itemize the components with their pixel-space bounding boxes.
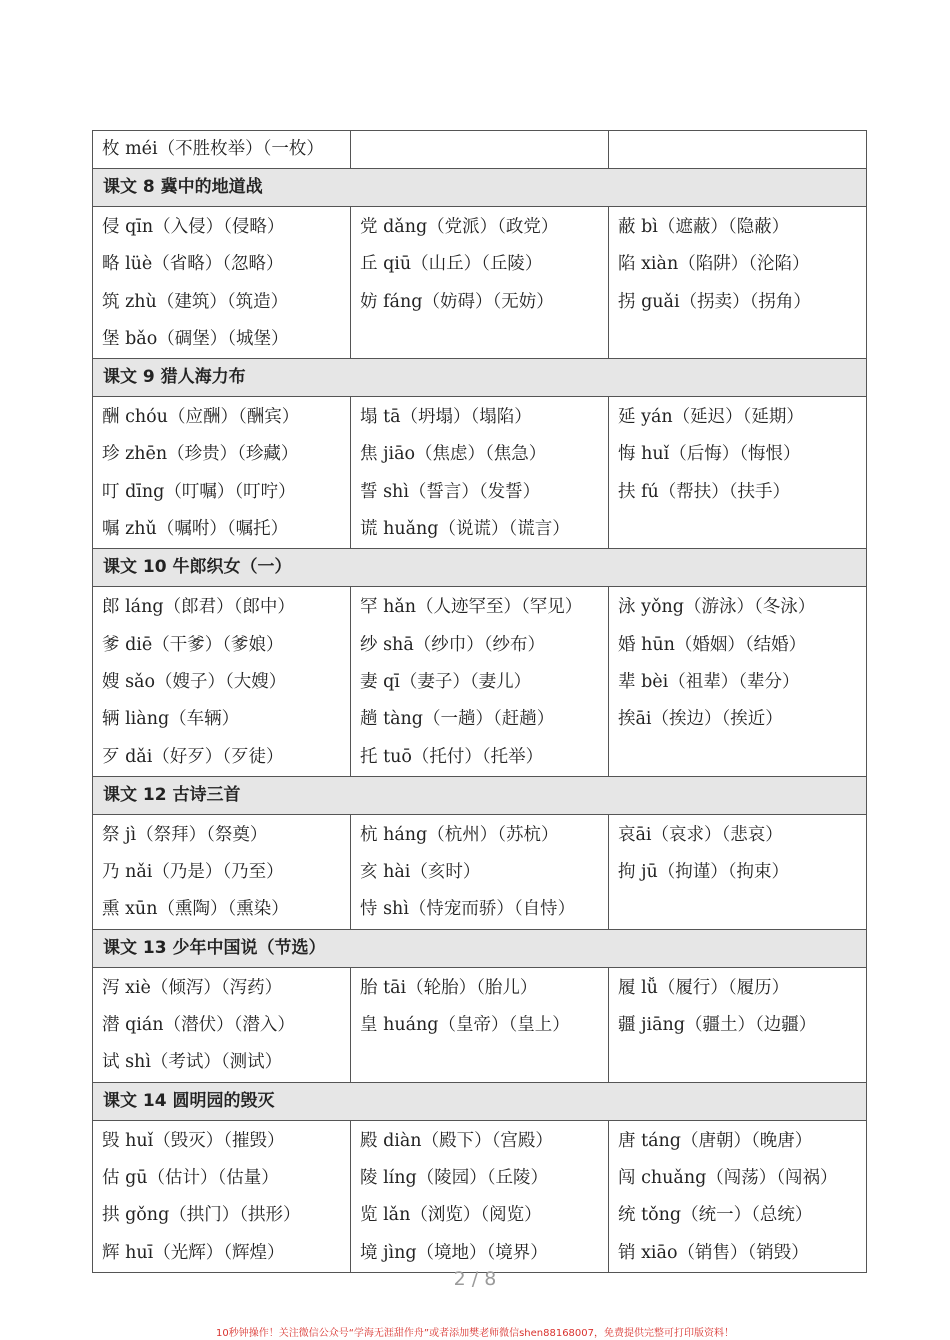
word-entry: 乃 nǎi（乃是）（乃至） — [102, 862, 284, 883]
lesson-title: 课文 12 古诗三首 — [93, 776, 867, 814]
word-cell: 枚 méi（不胜枚举）（一枚） — [93, 131, 351, 169]
word-entry: 皇 huáng（皇帝）（皇上） — [360, 1015, 570, 1036]
word-entry: 妨 fáng（妨碍）（无妨） — [360, 291, 554, 312]
word-entry: 试 shì（考试）（测试） — [102, 1052, 283, 1073]
word-cell — [609, 587, 867, 776]
word-entry: 悔 huǐ（后悔）（悔恨） — [618, 444, 801, 465]
word-entry: 恃 shì（恃宠而骄）（自恃） — [360, 899, 576, 920]
word-cell — [609, 131, 867, 169]
word-entry: 销 xiāo（销售）（销毁） — [618, 1242, 809, 1263]
lesson-title: 课文 14 圆明园的毁灭 — [93, 1082, 867, 1120]
word-entry: 唐 táng（唐朝）（晚唐） — [618, 1130, 813, 1151]
word-cell — [93, 397, 351, 549]
word-cell — [93, 587, 351, 776]
word-entry: 焦 jiāo（焦虑）（焦急） — [360, 444, 547, 465]
word-entry: 妻 qī（妻子）（妻儿） — [360, 671, 532, 692]
word-cell — [93, 207, 351, 359]
word-entry: 陵 líng（陵园）（丘陵） — [360, 1167, 548, 1188]
word-entry: 珍 zhēn（珍贵）（珍藏） — [102, 444, 299, 465]
word-entry: 纱 shā（纱巾）（纱布） — [360, 634, 545, 655]
word-entry: 潜 qián（潜伏）（潜入） — [102, 1015, 295, 1036]
word-cell — [93, 1120, 351, 1272]
word-entry: 辆 liàng（车辆） — [102, 709, 240, 730]
word-cell — [351, 1120, 609, 1272]
word-entry: 祭 jì（祭拜）（祭奠） — [102, 824, 268, 845]
word-entry: 陷 xiàn（陷阱）（沦陷） — [618, 254, 810, 275]
word-entry: 杭 háng（杭州）（苏杭） — [360, 824, 559, 845]
word-entry: 蔽 bì（遮蔽）（隐蔽） — [618, 217, 790, 237]
word-entry: 塌 tā（坍塌）（塌陷） — [360, 407, 532, 428]
word-entry: 趟 tàng（一趟）（赶趟） — [360, 709, 555, 730]
word-entry: 泳 yǒng（游泳）（冬泳） — [618, 597, 816, 618]
word-cell — [609, 1120, 867, 1272]
word-entry: 闯 chuǎng（闯荡）（闯祸） — [618, 1167, 838, 1188]
word-cell — [93, 967, 351, 1082]
word-entry: 筑 zhù（建筑）（筑造） — [102, 291, 289, 312]
word-entry: 熏 xūn（熏陶）（熏染） — [102, 899, 289, 920]
word-entry: 统 tǒng（统一）（总统） — [618, 1205, 813, 1226]
lesson-header-row — [93, 549, 867, 587]
word-entry: 歹 dǎi（好歹）（歹徒） — [102, 746, 284, 767]
word-cell — [351, 131, 609, 169]
table-row — [93, 131, 867, 169]
page-number: 2 / 8 — [453, 1268, 497, 1290]
word-entry: 丘 qiū（山丘）（丘陵） — [360, 254, 543, 275]
word-cell — [609, 967, 867, 1082]
table-row — [93, 207, 867, 359]
lesson-title: 课文 8 冀中的地道战 — [93, 169, 867, 207]
word-entry: 侵 qīn（入侵）（侵略） — [102, 217, 285, 237]
lesson-header-row — [93, 929, 867, 967]
footer-note: 10秒钟操作！关注微信公众号“学海无涯甜作舟”或者添加樊老师微信shen88168007，免费提供完整可打印版资料！ — [215, 1328, 735, 1339]
table-row — [93, 1120, 867, 1272]
word-entry: 延 yán（延迟）（延期） — [618, 407, 804, 428]
word-entry: 毁 huǐ（毁灭）（摧毁） — [102, 1130, 285, 1151]
word-cell — [351, 967, 609, 1082]
word-cell — [609, 397, 867, 549]
word-entry: 哀āi（哀求）（悲哀） — [618, 824, 783, 845]
word-cell — [609, 814, 867, 929]
word-cell — [609, 207, 867, 359]
word-entry: 郎 láng（郎君）（郎中） — [102, 597, 295, 618]
word-entry: 谎 huǎng（说谎）（谎言） — [360, 519, 570, 540]
word-entry: 境 jìng（境地）（境界） — [360, 1242, 548, 1263]
table-row — [93, 587, 867, 776]
vocabulary-table — [92, 130, 867, 1273]
word-entry: 叮 dīng（叮嘱）（叮咛） — [102, 481, 296, 502]
lesson-header-row — [93, 776, 867, 814]
word-entry: 嫂 sǎo（嫂子）（大嫂） — [102, 671, 287, 692]
word-entry: 托 tuō（托付）（托举） — [360, 746, 544, 767]
word-entry: 估 gū（估计）（估量） — [102, 1167, 279, 1188]
word-entry: 殿 diàn（殿下）（宫殿） — [360, 1130, 553, 1151]
table-row — [93, 967, 867, 1082]
word-entry: 略 lüè（省略）（忽略） — [102, 254, 284, 275]
lesson-title: 课文 13 少年中国说（节选） — [93, 929, 867, 967]
word-entry: 亥 hài（亥时） — [360, 862, 481, 883]
word-entry: 党 dǎng（党派）（政党） — [360, 217, 559, 237]
word-entry: 爹 diē（干爹）（爹娘） — [102, 634, 284, 655]
lesson-header-row — [93, 359, 867, 397]
word-entry: 览 lǎn（浏览）（阅览） — [360, 1205, 542, 1226]
table-row — [93, 814, 867, 929]
word-entry: 罕 hǎn（人迹罕至）（罕见） — [360, 597, 583, 618]
word-entry: 拱 gǒng（拱门）（拱形） — [102, 1205, 301, 1226]
word-entry: 挨āi（挨边）（挨近） — [618, 709, 783, 730]
lesson-header-row — [93, 169, 867, 207]
word-entry: 拘 jū（拘谨）（拘束） — [618, 862, 790, 883]
word-entry: 辈 bèi（祖辈）（辈分） — [618, 671, 800, 692]
lesson-title: 课文 10 牛郎织女（一） — [93, 549, 867, 587]
word-cell — [351, 207, 609, 359]
word-entry: 堡 bǎo（碉堡）（城堡） — [102, 328, 289, 349]
word-cell — [351, 587, 609, 776]
word-entry: 泻 xiè（倾泻）（泻药） — [102, 977, 283, 998]
word-entry: 履 lǚ（履行）（履历） — [618, 977, 790, 998]
word-entry: 婚 hūn（婚姻）（结婚） — [618, 634, 807, 655]
word-entry: 嘱 zhǔ（嘱咐）（嘱托） — [102, 519, 289, 540]
lesson-title: 课文 9 猎人海力布 — [93, 359, 867, 397]
word-cell — [351, 814, 609, 929]
word-entry: 扶 fú（帮扶）（扶手） — [618, 481, 791, 502]
word-cell — [351, 397, 609, 549]
table-row — [93, 397, 867, 549]
word-entry: 辉 huī（光辉）（辉煌） — [102, 1242, 285, 1263]
word-entry: 拐 guǎi（拐卖）（拐角） — [618, 291, 811, 312]
word-entry: 疆 jiāng（疆土）（边疆） — [618, 1015, 817, 1036]
lesson-header-row — [93, 1082, 867, 1120]
word-entry: 胎 tāi（轮胎）（胎儿） — [360, 977, 538, 998]
word-entry: 酬 chóu（应酬）（酬宾） — [102, 407, 300, 428]
word-entry: 誓 shì（誓言）（发誓） — [360, 481, 541, 502]
word-cell — [93, 814, 351, 929]
